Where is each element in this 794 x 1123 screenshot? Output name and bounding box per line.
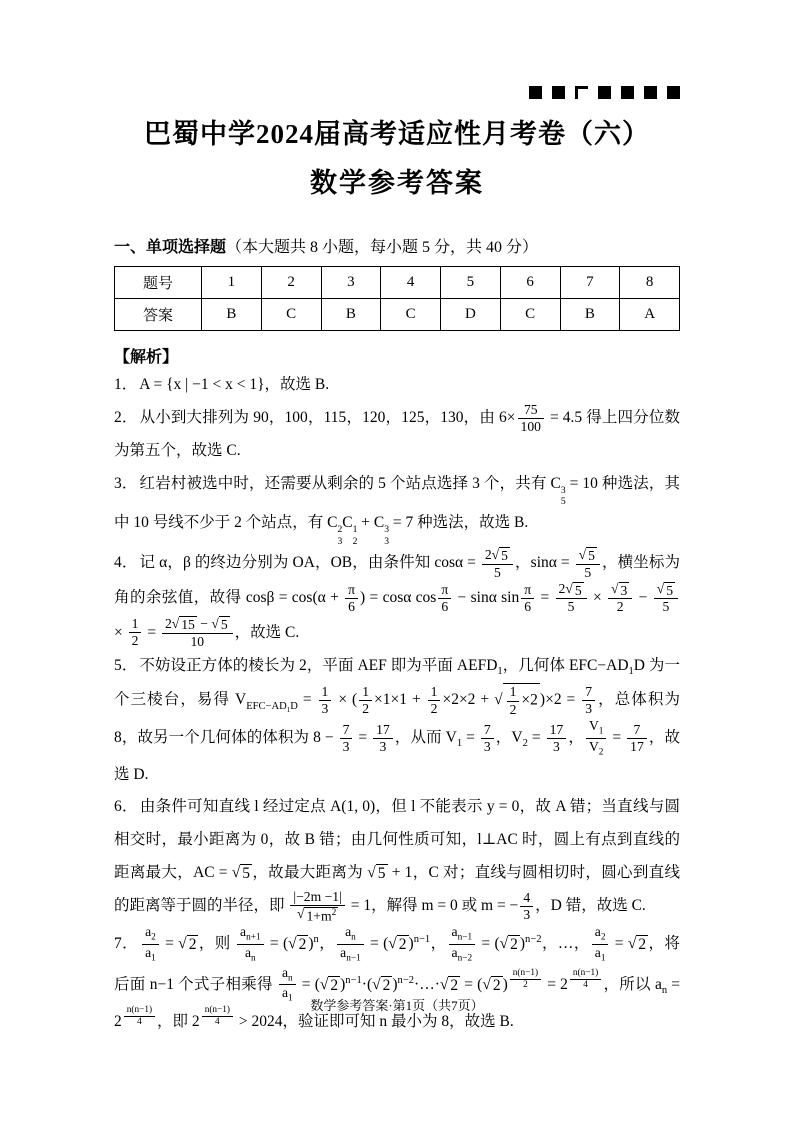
analysis-label: 【解析】 [114,349,179,366]
answer-table-answer-row [115,299,680,331]
fraction: $\frac{7}{3}$ [340,722,353,756]
solution-text: 由条件可知直线 l 经过定点 A(1, 0)，但 l 不能表示 y = 0，故 A 错；当直线与圆相交时，最小距离为 0，故 B 错；由几何性质可知，l⊥AC 时，圆上有点到直线的距离最大，AC = √ 5 ，故最大距离为 √ 5 + 1，C 对；直线与圆相切时，圆心到直线的距离等于圆的半径，即 $\frac{|-2m -1|}{√ 1+m^2}$ = 1，解得 m = 0 或 m = − $\frac{4}{3}$ ，D 错，故选 C. [114,798,680,924]
table-cell: 2 [261,267,321,299]
table-cell: 1 [202,267,262,299]
square-root: √ 2 [499,934,518,953]
table-cell: 4 [381,267,441,299]
fraction: $\frac{a_2}{a_1}$ [592,924,609,965]
square-mark [552,86,565,99]
fraction: $\frac{1}{3}$ [319,684,332,718]
solution-number: 3． [114,474,138,492]
section-heading-label: 一、单项选择题 [114,239,227,256]
fraction: $\frac{a_2}{a_1}$ [142,924,159,965]
square-root: √ 2 [178,934,197,953]
registration-marks [529,86,680,99]
table-cell: 5 [441,267,501,299]
square-root: √ 5 [578,546,595,564]
fraction: $\frac{75}{100}$ [518,402,544,436]
square-mark [667,86,680,99]
fraction: $\frac{2√ 5}{5}$ [482,547,513,582]
square-mark [529,86,542,99]
solution-text: A = {x | −1 < x < 1}，故选 B. [139,376,330,393]
square-mark [644,86,657,99]
square-mark [598,86,611,99]
fraction: $\frac{1}{2}$ [129,616,142,650]
fraction: $\frac{|-2m -1|}{√ 1+m^2}$ [290,889,344,924]
solution-text: 记 α，β 的终边分别为 OA，OB，由条件知 cosα = $\frac{2√ 5}{5}$ ，sinα = $\frac{√ 5}{5}$ ，横坐标为角的余弦值，故得 cosβ = cos(α + $\frac{\pi}{6}$ ) = cosα cos $\frac{\pi}{6}$ − sinα sin $\frac{\pi}{6}$ = $\frac{2√ 5}{5}$ × $\frac{√ 3}{2}$ − $\frac{√ 5}{5}$ × $\frac{1}{2}$ = $\frac{2√ 15 - √ 5}{10}$ ，故选 C. [114,546,680,649]
fraction: $\frac{a_{n-1}}{a_{n-2}}$ [449,924,476,965]
solution-text: $\frac{a_2}{a_1}$ = √ 2 ，则 $\frac{a_{n+1}}{a_n}$ = (√ 2 )$^n$， $\frac{a_n}{a_{n-1}}$ = (√ 2 )$^{n-1}$， $\frac{a_{n-1}}{a_{n-2}}$ = (√ 2 )$^{n-2}$，…， $\frac{a_2}{a_1}$ = √ 2 ，将后面 n−1 个式子相乘得 $\frac{a_n}{a_1}$ = (√ 2 )$^{n-1}$·(√ 2 )$^{n-2}$·…·√ 2 = (√ 2 ) $^{\frac{n(n-1)}{2}}$ = 2 $^{\frac{n(n-1)}{4}}$ ，所以 $a_n = 2$ $^{\frac{n(n-1)}{4}}$ ，即 2 $^{\frac{n(n-1)}{4}}$ > 2024，验证即可知 n 最小为 8，故选 B. [114,923,681,1030]
square-root: √ 2 [439,975,459,994]
solution-text: 从小到大排列为 90，100，115，120，125，130，由 6× $\frac{75}{100}$ = 4.5 得上四分位数为第五个，故选 C. [114,401,680,460]
solution-item [114,402,680,468]
stacked-indices: 3 3 [384,524,390,547]
solution-number: 7． [114,934,139,952]
corner-mark [575,86,588,99]
fraction: $\frac{\pi}{6}$ [345,582,358,616]
solution-number: 6． [114,798,138,816]
fraction: $\frac{7}{3}$ [582,684,595,718]
section-heading [114,234,680,257]
solution-item [114,468,680,547]
fraction: $\frac{1}{2}$ [507,684,520,718]
fraction: $\frac{17}{3}$ [373,722,393,756]
square-root: √ 5 [367,863,386,882]
square-root: √ 2 [288,934,307,953]
page-subtitle: 数学参考答案 [310,168,484,198]
fraction: $\frac{7}{3}$ [481,722,494,756]
square-root: √ 5 [231,863,251,882]
page-footer: 数学参考答案·第1页（共7页） [310,998,484,1013]
square-mark [621,86,634,99]
fraction: n(n−1) 4 [570,968,601,991]
fraction: $\frac{√ 5}{5}$ [576,547,600,582]
square-root: √ 2 [388,934,407,953]
fraction: $\frac{a_n}{a_1}$ [279,965,296,1006]
answer-table-number-row [115,267,680,299]
square-root: √ 3 [611,581,628,598]
fraction: n(n−1) 4 [202,1005,233,1028]
fraction: $\frac{√ 3}{2}$ [608,581,632,616]
table-cell: B [321,299,381,331]
page-content [0,234,794,1038]
answer-table [114,266,680,331]
table-cell: 6 [500,267,560,299]
fraction: $\frac{\pi}{6}$ [438,582,451,616]
solution-number: 5． [114,657,138,675]
section-heading-note: （本大题共 8 小题，每小题 5 分，共 40 分） [226,239,539,256]
solution-number: 4． [114,554,138,572]
table-cell: B [560,299,620,331]
fraction: $\frac{7}{17}$ [627,722,647,756]
stacked-indices: 1 2 [352,524,358,547]
fraction: n(n−1) 4 [124,1005,155,1028]
solution-item [114,650,680,791]
square-root: √ 5 [565,581,582,598]
fraction: $\frac{a_n}{a_{n-1}}$ [337,924,364,965]
square-root: √ 5 [211,615,228,633]
fraction: $\frac{1}{2}$ [359,684,372,718]
square-root: √ 2 [372,975,391,994]
square-root: √ 2 [319,975,339,994]
square-root: √ $\frac{1}{2}$ ×2 [494,684,538,717]
solutions-list [114,369,680,1038]
fraction: $\frac{17}{3}$ [547,722,567,756]
table-cell: D [441,299,501,331]
table-cell: C [381,299,441,331]
stacked-indices: 2 3 [337,524,343,547]
fraction: $\frac{a_{n+1}}{a_n}$ [237,924,264,965]
fraction: $\frac{V_1}{V_2}$ [586,718,606,759]
fraction: $\frac{√ 5}{5}$ [654,581,678,616]
solution-text: 不妨设正方体的棱长为 2，平面 AEF 即为平面 $AEFD_1$，几何体 $EFC-AD_1D$ 为一个三棱台，易得 $V_{EFC-AD_1D}$ = $\frac{1}{3}$ × ( $\frac{1}{2}$ ×1×1 + $\frac{1}{2}$ ×2×2 + √ $\frac{1}{2}$ ×2 )×2 = $\frac{7}{3}$ ，总体积为 8，故另一个几何体的体积为 8 − $\frac{7}{3}$ = $\frac{17}{3}$ ，从而 $V_1$ = $\frac{7}{3}$ ，$V_2$ = $\frac{17}{3}$ ， $\frac{V_1}{V_2}$ = $\frac{7}{17}$ ，故选 D. [114,657,680,783]
table-cell: 7 [560,267,620,299]
square-root: √ 2 [627,934,647,953]
fraction: $\frac{1}{2}$ [428,684,441,718]
fraction: n(n−1) 2 [510,968,541,991]
solution-item [114,791,680,923]
solution-item [114,369,680,402]
page-title: 巴蜀中学2024届高考适应性月考卷（六） [144,119,650,149]
table-cell: A [620,299,680,331]
stacked-indices: 3 5 [560,485,566,508]
solution-text: 红岩村被选中时，还需要从剩余的 5 个站点选择 3 个，共有 C 3 5 = 10 种选法，其中 10 号线不少于 2 个站点，有 C 2 3 C 1 2 + C 3 3 = 7 种选法，故选 B. [114,474,680,547]
table-cell: B [202,299,262,331]
square-root: √ 5 [656,581,673,598]
solution-number: 1． [114,376,138,393]
table-cell: 3 [321,267,381,299]
fraction: $\frac{2√ 5}{5}$ [556,581,587,616]
square-root: √ 2 [482,975,501,994]
table-cell: C [261,299,321,331]
solution-item [114,924,680,1038]
fraction: $\frac{4}{3}$ [520,890,533,924]
row-label-question-number: 题号 [115,267,202,299]
fraction: $\frac{\pi}{6}$ [521,582,534,616]
solution-item [114,547,680,651]
table-cell: 8 [620,267,680,299]
row-label-answer: 答案 [115,299,202,331]
square-root: √ $1+m^2$ [297,906,337,924]
fraction: $\frac{2√ 15 - √ 5}{10}$ [162,616,233,651]
solution-number: 2． [114,408,138,426]
square-root: √ 5 [491,546,508,564]
square-root: √ 15 [171,615,195,633]
table-cell: C [500,299,560,331]
